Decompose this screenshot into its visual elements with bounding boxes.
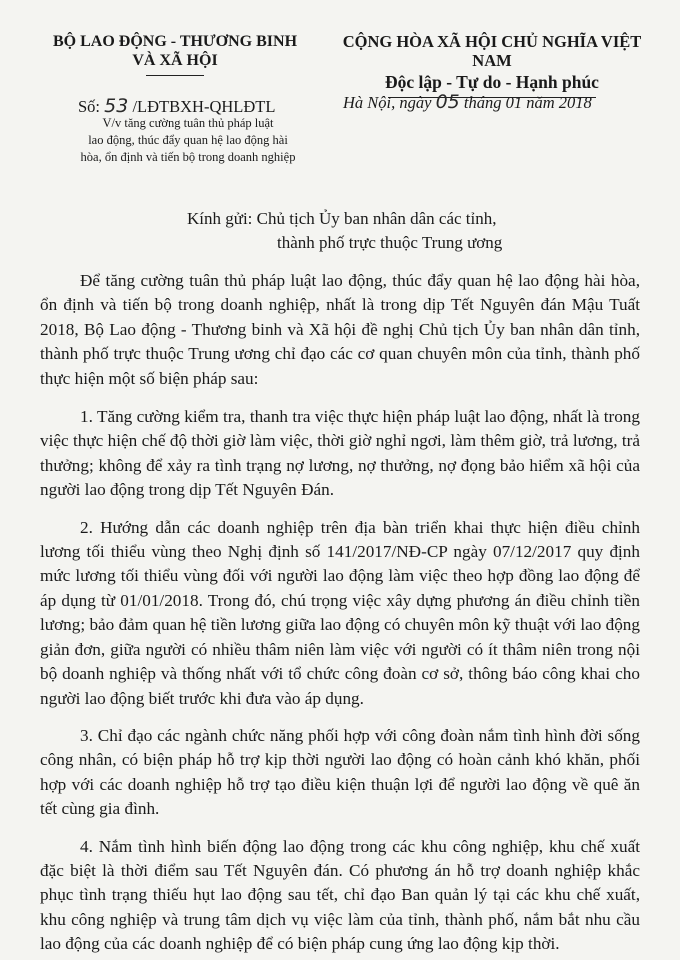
national-heading bbox=[322, 32, 662, 98]
agency-name-line2: VÀ XÃ HỘI bbox=[132, 52, 218, 69]
document-body bbox=[40, 269, 640, 960]
measure-item-4: 4. Nắm tình hình biến động lao động trong các khu công nghiệp, khu chế xuất đặc biệt là thời điểm sau Tết Nguyên đán. Có phương án hỗ trợ doanh nghiệp khắc phục tình trạng thiếu hụt lao động sau tết, chỉ đạo Ban quản lý tại các khu chế xuất, khu công nghiệp và trung tâm dịch vụ việc làm của tỉnh, thành phố, nắm bắt nhu cầu lao động của các doanh nghiệp để có biện pháp cung ứng lao động kịp thời. bbox=[40, 836, 640, 954]
date-month-year: tháng 01 năm 2018 bbox=[463, 93, 592, 112]
doc-number-handwritten: 53 bbox=[104, 95, 129, 117]
document-number bbox=[78, 95, 275, 117]
doc-number-code: /LĐTBXH-QHLĐTL bbox=[132, 97, 276, 116]
document-subject bbox=[48, 115, 328, 166]
issuing-agency bbox=[40, 32, 310, 76]
place-date-prefix: Hà Nội, ngày bbox=[343, 93, 432, 112]
recipient-line: Kính gửi: Chủ tịch Ủy ban nhân dân các tỉnh, bbox=[187, 209, 497, 228]
agency-name-line1: BỘ LAO ĐỘNG - THƯƠNG BINH bbox=[52, 33, 298, 50]
subject-line: hòa, ổn định và tiến bộ trong doanh nghiệp bbox=[80, 150, 296, 164]
place-and-date bbox=[343, 91, 592, 113]
subject-line: V/v tăng cường tuân thủ pháp luật bbox=[102, 116, 274, 130]
measure-item-1: 1. Tăng cường kiểm tra, thanh tra việc thực hiện pháp luật lao động, nhất là trong việc thực hiện chế độ thời giờ làm việc, thời giờ nghỉ ngơi, làm thêm giờ, trả lương, trả thưởng; không để xảy ra tình trạng nợ lương, nợ thưởng, nợ đọng bảo hiểm xã hội của người lao động trong dịp Tết Nguyên Đán. bbox=[40, 407, 640, 500]
date-day-handwritten: 05 bbox=[435, 91, 460, 113]
agency-underline bbox=[146, 75, 204, 76]
measure-item-3: 3. Chỉ đạo các ngành chức năng phối hợp với công đoàn nắm tình hình đời sống công nhân, có biện pháp hỗ trợ kịp thời người lao động có hoàn cảnh khó khăn, phối hợp với các doanh nghiệp hỗ trợ tạo điều kiện thuận lợi để người lao động về quê ăn tết cùng gia đình. bbox=[40, 725, 640, 819]
measure-item-2: 2. Hướng dẫn các doanh nghiệp trên địa bàn triển khai thực hiện điều chỉnh lương tối thiểu vùng theo Nghị định số 141/2017/NĐ-CP ngày 07/12/2017 quy định mức lương tối thiểu vùng đối với người lao động làm việc theo hợp đồng lao động để áp dụng từ 01/01/2018. Trong đó, chú trọng việc xây dựng phương án điều chỉnh tiền lương; bảo đảm quan hệ tiền lương giữa lao động có chuyên môn kỹ thuật với lao động giản đơn, giữa người có nhiều thâm niên làm việc với người có ít thâm niên trong nội bộ doanh nghiệp và thống nhất với tổ chức công đoàn cơ sở, thông báo công khai cho người lao động biết trước khi đưa vào áp dụng. bbox=[40, 517, 640, 708]
doc-number-prefix: Số: bbox=[78, 97, 101, 116]
recipient-block bbox=[187, 207, 502, 255]
subject-line: lao động, thúc đẩy quan hệ lao động hài bbox=[88, 133, 288, 147]
recipient-line: thành phố trực thuộc Trung ương bbox=[277, 233, 503, 252]
national-motto: Độc lập - Tự do - Hạnh phúc bbox=[385, 72, 599, 92]
nation-name: CỘNG HÒA XÃ HỘI CHỦ NGHĨA VIỆT NAM bbox=[342, 32, 642, 70]
intro-paragraph: Để tăng cường tuân thủ pháp luật lao động, thúc đẩy quan hệ lao động hài hòa, ổn định và tiến bộ trong doanh nghiệp, nhất là trong dịp Tết Nguyên đán Mậu Tuất 2018, Bộ Lao động - Thương binh và Xã hội đề nghị Chủ tịch Ủy ban nhân dân tỉnh, thành phố trực thuộc Trung ương chỉ đạo các cơ quan chuyên môn của tỉnh, thành phố thực hiện một số biện pháp sau: bbox=[40, 271, 640, 388]
